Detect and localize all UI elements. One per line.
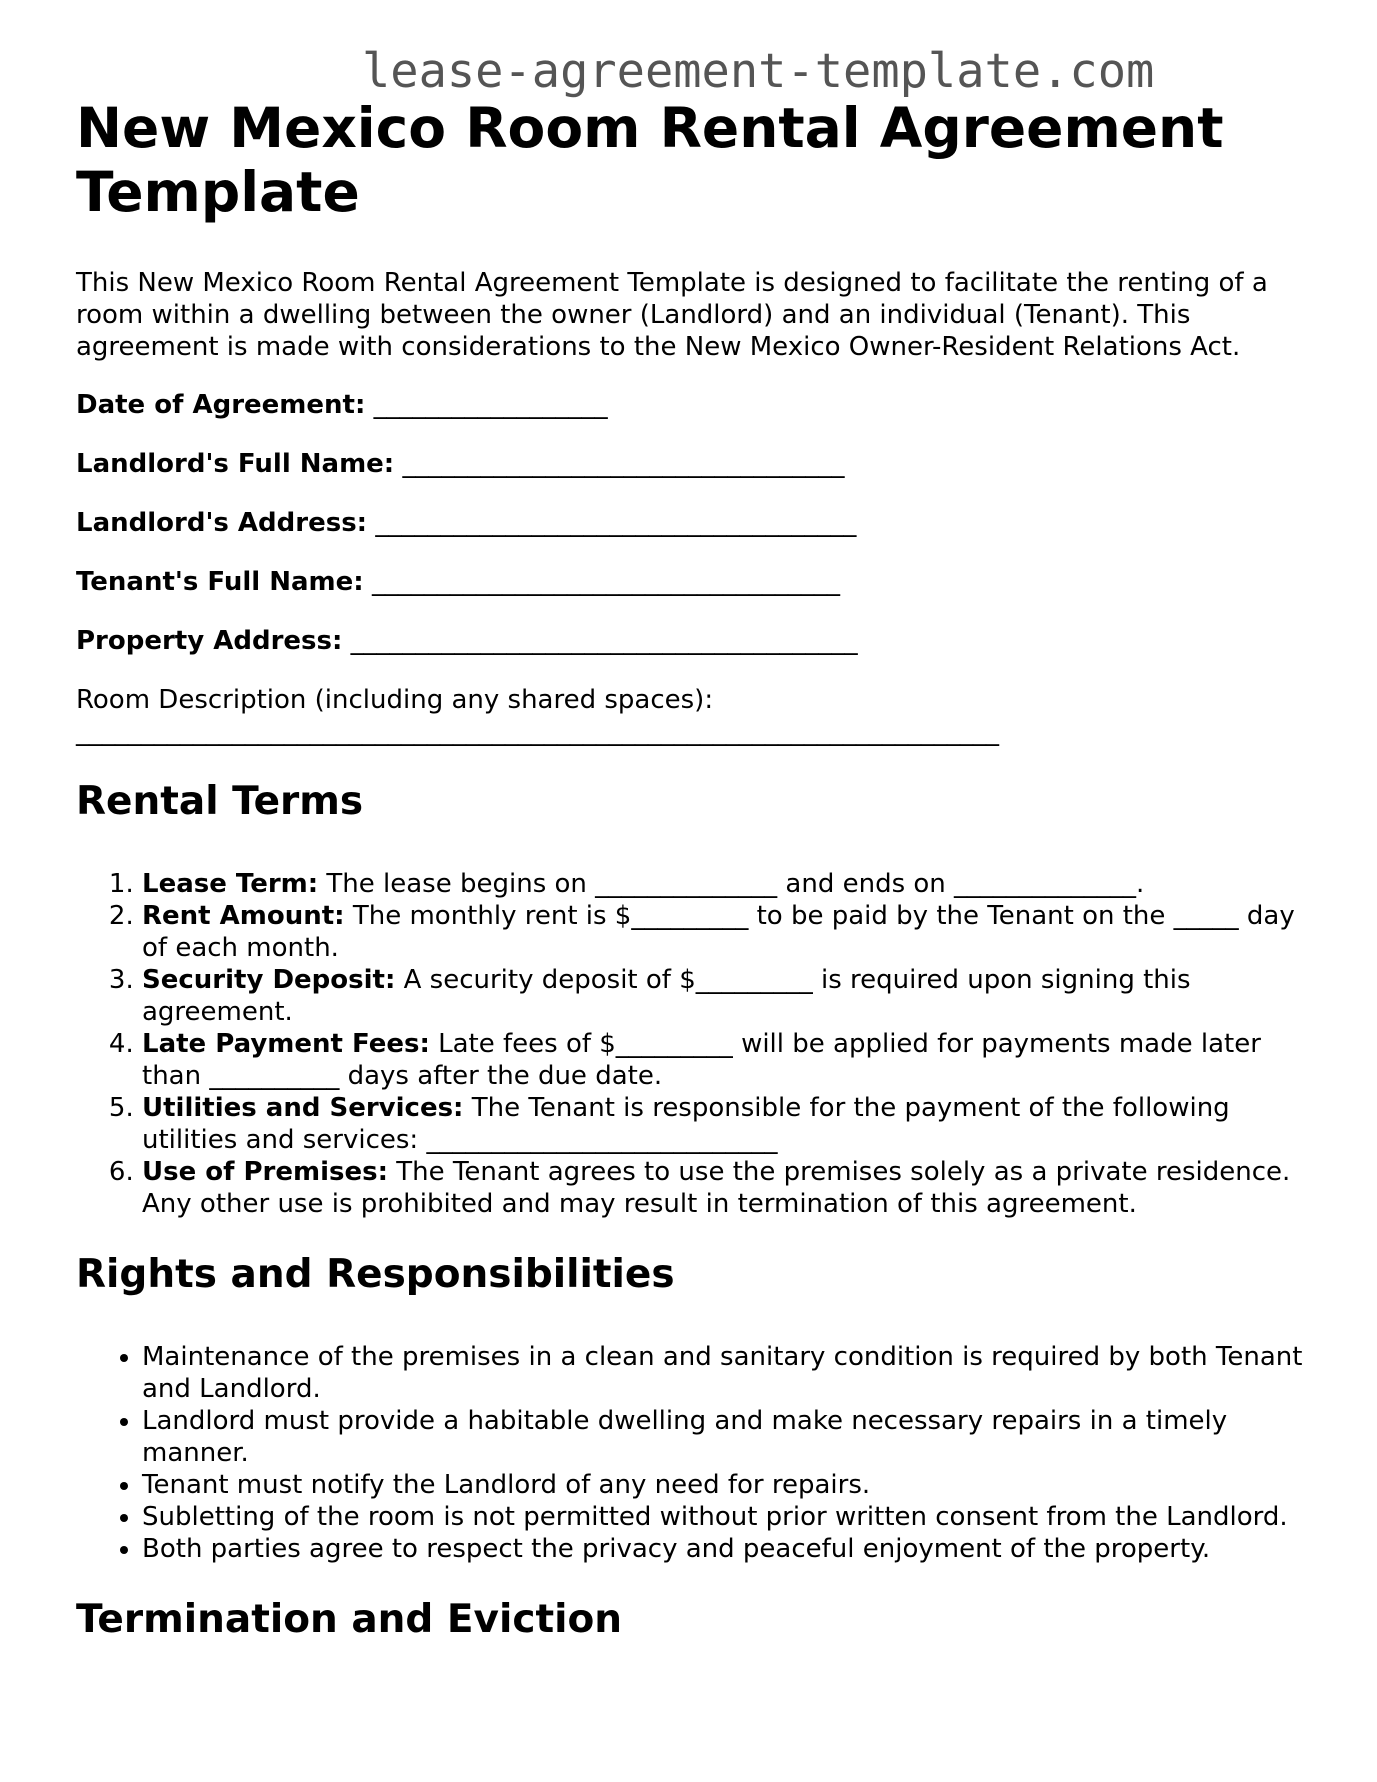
field-landlord-address [76,507,1306,539]
field-label: Date of Agreement: [76,390,366,420]
site-watermark: lease-agreement-template.com [362,44,1155,99]
term-label: Lease Term: [142,869,319,899]
list-item [142,1092,1306,1156]
term-label: Late Payment Fees: [142,1029,430,1059]
field-date-of-agreement [76,389,1306,421]
term-label: Security Deposit: [142,965,396,995]
field-landlord-full-name [76,448,1306,480]
term-text: A security deposit of $_________ is required upon signing this agreement. [142,965,1191,1027]
field-property-address [76,625,1306,657]
term-label: Utilities and Services: [142,1093,464,1123]
rights-list [76,1341,1306,1565]
field-label: Property Address: [76,626,343,656]
list-item [142,964,1306,1028]
list-item: • Landlord must provide a habitable dwelling and make necessary repairs in a timely manner. [142,1405,1306,1469]
termination-heading: Termination and Eviction [76,1597,623,1642]
term-label: Rent Amount: [142,901,345,931]
list-item: • Tenant must notify the Landlord of any need for repairs. [142,1469,1306,1501]
term-text: Late fees of $_________ will be applied for payments made later than __________ days after the due date. [142,1029,1261,1091]
term-text: The lease begins on ______________ and ends on ______________. [318,869,1145,899]
field-label: Tenant's Full Name: [76,567,364,597]
list-item [142,1156,1306,1220]
field-label: Landlord's Full Name: [76,449,395,479]
room-description-label: Room Description (including any shared spaces): [76,685,714,715]
field-blank: _______________________________________ [350,626,858,656]
list-item [142,868,1306,900]
room-description [76,684,1306,748]
list-item [142,1028,1306,1092]
field-blank: _____________________________________ [375,508,857,538]
field-blank: __________________________________ [402,449,845,479]
list-item [142,900,1306,964]
page-title: New Mexico Room Rental Agreement Template [76,96,1224,224]
term-text: The monthly rent is $_________ to be paid by the Tenant on the _____ day of each month. [142,901,1295,963]
rental-terms-heading: Rental Terms [76,779,364,824]
field-label: Landlord's Address: [76,508,368,538]
field-tenant-full-name [76,566,1306,598]
term-label: Use of Premises: [142,1157,388,1187]
list-item: • Subletting of the room is not permitted without prior written consent from the Landlord. [142,1501,1306,1533]
term-text: The Tenant agrees to use the premises solely as a private residence. Any other use is prohibited and may result in termination of this agreement. [142,1157,1291,1219]
list-item: • Maintenance of the premises in a clean and sanitary condition is required by both Tenant and Landlord. [142,1341,1306,1405]
rental-terms-list [76,868,1306,1220]
field-blank: ____________________________________ [371,567,840,597]
rights-heading: Rights and Responsibilities [76,1252,675,1297]
list-item: • Both parties agree to respect the privacy and peaceful enjoyment of the property. [142,1533,1306,1565]
field-blank: __________________ [373,390,608,420]
term-text: The Tenant is responsible for the payment of the following utilities and services: ___________________________ [142,1093,1230,1155]
intro-paragraph: This New Mexico Room Rental Agreement Template is designed to facilitate the renting of a room within a dwelling between the owner (Landlord) and an individual (Tenant). This agreement is made with considerations to the New Mexico Owner-Resident Relations Act. [76,268,1268,362]
room-description-blank: _______________________________________________________________________ [76,717,999,747]
document-body [76,96,1306,1644]
